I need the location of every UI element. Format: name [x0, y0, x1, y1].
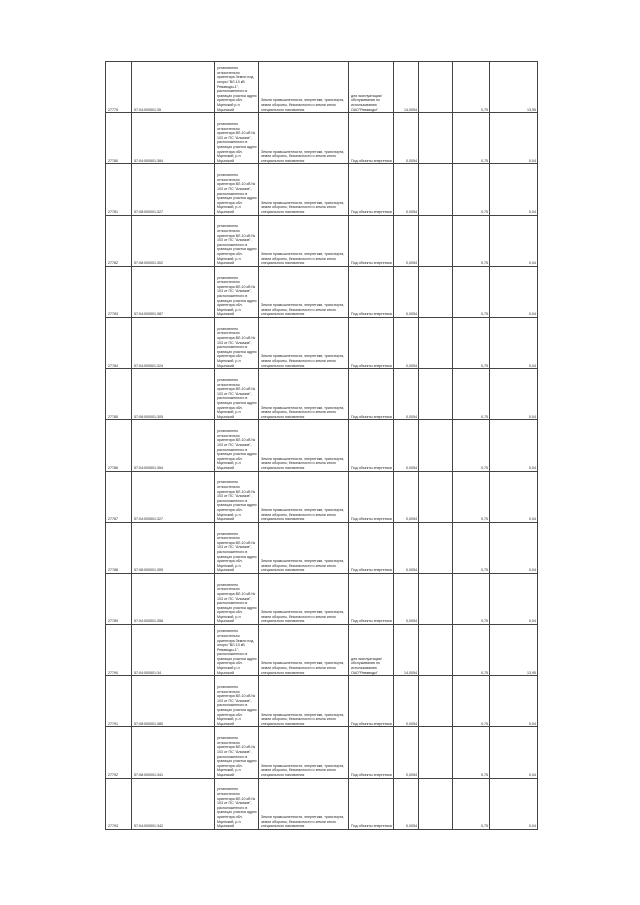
row-number: 27783 — [106, 266, 132, 317]
empty-cell — [419, 62, 453, 113]
permitted-use: Под объекты энергетики — [349, 164, 394, 215]
cadastral-number: 57:04:000501:34 — [132, 625, 215, 676]
table-row — [106, 522, 538, 573]
permitted-use: Под объекты энергетики — [349, 522, 394, 573]
table-row — [106, 369, 538, 420]
location-description: установлено относительно ориентира ВЛ-10 кВ № 103 от ПС "Алымов", расположенного в границах участка адрес ориентира обл. Мценский, р-н Мцынский — [215, 164, 259, 215]
tax-rate: 0,75 — [453, 676, 490, 727]
tax-sum: 0,04 — [490, 471, 538, 522]
row-number: 27782 — [106, 215, 132, 266]
tax-rate: 0,75 — [453, 420, 490, 471]
tax-rate: 0,75 — [453, 113, 490, 164]
land-category: Земли промышленности, энергетики, транспорта, земли обороны, безопасности и земли иного специального назначения — [259, 113, 349, 164]
empty-cell — [419, 522, 453, 573]
cadastral-value: 0,0054 — [394, 522, 419, 573]
land-category: Земли промышленности, энергетики, транспорта, земли обороны, безопасности и земли иного специального назначения — [259, 676, 349, 727]
permitted-use: для эксплуатации/обслуживания по использованию ОАО"Реваводы" — [349, 62, 394, 113]
empty-cell — [419, 573, 453, 624]
land-category: Земли промышленности, энергетики, транспорта, земли обороны, безопасности и земли иного специального назначения — [259, 522, 349, 573]
land-register-table — [105, 61, 538, 830]
location-description: установлено относительно ориентира Земли под опоры "ВЛ-10 кВ Реваводы-1", расположенного в границах участка адрес ориентира обл. Мценский р-н Мцынский — [215, 625, 259, 676]
table-row — [106, 778, 538, 829]
land-category: Земли промышленности, энергетики, транспорта, земли обороны, безопасности и земли иного специального назначения — [259, 215, 349, 266]
table-row — [106, 727, 538, 778]
cadastral-value: 0,0054 — [394, 727, 419, 778]
tax-sum: 13,95 — [490, 625, 538, 676]
land-category: Земли промышленности, энергетики, транспорта, земли обороны, безопасности и земли иного специального назначения — [259, 369, 349, 420]
row-number: 27788 — [106, 522, 132, 573]
row-number: 27793 — [106, 778, 132, 829]
land-category: Земли промышленности, энергетики, транспорта, земли обороны, безопасности и земли иного специального назначения — [259, 420, 349, 471]
location-description: установлено относительно ориентира ВЛ-10 кВ № 103 от ПС "Алымов", расположенного в границах участка адрес ориентира обл. Мценский, р-н Мцынский — [215, 369, 259, 420]
cadastral-value: 0,0054 — [394, 266, 419, 317]
tax-rate: 0,75 — [453, 317, 490, 368]
cadastral-value: 0,0054 — [394, 420, 419, 471]
location-description: установлено относительно ориентира ВЛ-10 кВ № 103 от ПС "Алымов", расположенного в границах участка адрес ориентира обл. Мценский, р-н Мцынский — [215, 471, 259, 522]
table-row — [106, 164, 538, 215]
tax-rate: 0,75 — [453, 625, 490, 676]
empty-cell — [419, 369, 453, 420]
land-category: Земли промышленности, энергетики, транспорта, земли обороны, безопасности и земли иного специального назначения — [259, 778, 349, 829]
cadastral-value: 0,0054 — [394, 113, 419, 164]
tax-rate: 0,75 — [453, 471, 490, 522]
location-description: установлено относительно ориентира ВЛ-10 кВ № 103 от ПС "Алымов", расположенного в границах участка адрес ориентира обл. Мценский, р-н Мцынский — [215, 778, 259, 829]
row-number: 27785 — [106, 369, 132, 420]
permitted-use: Под объекты энергетики — [349, 727, 394, 778]
row-number: 27780 — [106, 113, 132, 164]
tax-sum: 0,04 — [490, 266, 538, 317]
table-row — [106, 62, 538, 113]
land-category: Земли промышленности, энергетики, транспорта, земли обороны, безопасности и земли иного специального назначения — [259, 625, 349, 676]
location-description: установлено относительно ориентира ВЛ-10 кВ № 103 от ПС "Алымов", расположенного в границах участка адрес ориентира обл. Мценский, р-н Мцынский — [215, 573, 259, 624]
row-number: 27792 — [106, 727, 132, 778]
tax-sum: 0,04 — [490, 727, 538, 778]
table-row — [106, 317, 538, 368]
empty-cell — [419, 164, 453, 215]
empty-cell — [419, 317, 453, 368]
tax-rate: 0,75 — [453, 573, 490, 624]
permitted-use: Под объекты энергетики — [349, 113, 394, 164]
cadastral-number: 57:08:000001:341 — [132, 727, 215, 778]
permitted-use: Под объекты энергетики — [349, 369, 394, 420]
land-category: Земли промышленности, энергетики, транспорта, земли обороны, безопасности и земли иного специального назначения — [259, 164, 349, 215]
cadastral-value: 0,0054 — [394, 369, 419, 420]
table-row — [106, 215, 538, 266]
cadastral-number: 57:04:000501:324 — [132, 317, 215, 368]
empty-cell — [419, 778, 453, 829]
land-category: Земли промышленности, энергетики, транспорта, земли обороны, безопасности и земли иного специального назначения — [259, 317, 349, 368]
cadastral-number: 57:08:000001:305 — [132, 522, 215, 573]
cadastral-number: 57:04:000501:327 — [132, 471, 215, 522]
table-row — [106, 420, 538, 471]
tax-sum: 0,04 — [490, 369, 538, 420]
table-row — [106, 625, 538, 676]
row-number: 27779 — [106, 62, 132, 113]
permitted-use: для эксплуатации/обслуживания по использованию ОАО"Реваводы" — [349, 625, 394, 676]
cadastral-number: 57:04:000501:342 — [132, 778, 215, 829]
empty-cell — [419, 727, 453, 778]
tax-sum: 0,04 — [490, 778, 538, 829]
cadastral-number: 57:08:000001:327 — [132, 164, 215, 215]
table-row — [106, 471, 538, 522]
tax-rate: 0,75 — [453, 778, 490, 829]
land-category: Земли промышленности, энергетики, транспорта, земли обороны, безопасности и земли иного специального назначения — [259, 471, 349, 522]
permitted-use: Под объекты энергетики — [349, 420, 394, 471]
table-row — [106, 573, 538, 624]
tax-sum: 0,04 — [490, 215, 538, 266]
location-description: установлено относительно ориентира ВЛ-10 кВ № 103 от ПС "Алымов", расположенного в границах участка адрес ориентира обл. Мценский, р-н Мцынский — [215, 420, 259, 471]
land-category: Земли промышленности, энергетики, транспорта, земли обороны, безопасности и земли иного специального назначения — [259, 727, 349, 778]
cadastral-number: 57:04:000501:358 — [132, 573, 215, 624]
cadastral-value: 0,0054 — [394, 215, 419, 266]
table-row — [106, 113, 538, 164]
cadastral-number: 57:08:000001:305 — [132, 369, 215, 420]
permitted-use: Под объекты энергетики — [349, 266, 394, 317]
location-description: установлено относительно ориентира ВЛ-10 кВ № 103 от ПС "Алымов", расположенного в границах участка адрес ориентира обл. Мценский, р-н Мцынский — [215, 266, 259, 317]
tax-rate: 0,75 — [453, 215, 490, 266]
tax-rate: 0,75 — [453, 727, 490, 778]
cadastral-number: 57:08:000001:302 — [132, 215, 215, 266]
permitted-use: Под объекты энергетики — [349, 573, 394, 624]
row-number: 27790 — [106, 625, 132, 676]
tax-rate: 0,75 — [453, 62, 490, 113]
cadastral-value: 14,0054 — [394, 62, 419, 113]
land-category: Земли промышленности, энергетики, транспорта, земли обороны, безопасности и земли иного специального назначения — [259, 62, 349, 113]
row-number: 27784 — [106, 317, 132, 368]
table-row — [106, 266, 538, 317]
cadastral-number: 57:04:000501:354 — [132, 420, 215, 471]
tax-rate: 0,75 — [453, 369, 490, 420]
tax-sum: 0,04 — [490, 676, 538, 727]
cadastral-number: 57:04:000501:384 — [132, 113, 215, 164]
table-body — [106, 62, 538, 830]
location-description: установлено относительно ориентира ВЛ-10 кВ № 103 от ПС "Алымов", расположенного в границах участка адрес ориентира обл. Мценский, р-н Мцынский — [215, 317, 259, 368]
permitted-use: Под объекты энергетики — [349, 778, 394, 829]
location-description: установлено относительно ориентира ВЛ-10 кВ № 103 от ПС "Алымов", расположенного в границах участка адрес ориентира обл. Мценский, р-н Мцынский — [215, 676, 259, 727]
empty-cell — [419, 676, 453, 727]
cadastral-number: 57:04:000501:35 — [132, 62, 215, 113]
cadastral-number: 57:04:000501:387 — [132, 266, 215, 317]
tax-sum: 0,04 — [490, 113, 538, 164]
empty-cell — [419, 471, 453, 522]
location-description: установлено относительно ориентира ВЛ-10 кВ № 103 от ПС "Алымов", расположенного в границах участка адрес ориентира обл. Мценский, р-н Мцынский — [215, 215, 259, 266]
empty-cell — [419, 625, 453, 676]
tax-sum: 0,04 — [490, 573, 538, 624]
permitted-use: Под объекты энергетики — [349, 317, 394, 368]
tax-sum: 0,04 — [490, 420, 538, 471]
tax-sum: 0,04 — [490, 164, 538, 215]
tax-rate: 0,75 — [453, 522, 490, 573]
location-description: установлено относительно ориентира ВЛ-10 кВ № 103 от ПС "Алымов", расположенного в границах участка адрес ориентира обл. Мценский, р-н Мцынский — [215, 727, 259, 778]
cadastral-value: 0,0054 — [394, 573, 419, 624]
empty-cell — [419, 266, 453, 317]
tax-rate: 0,75 — [453, 164, 490, 215]
tax-sum: 0,04 — [490, 522, 538, 573]
empty-cell — [419, 420, 453, 471]
cadastral-number: 57:08:000001:380 — [132, 676, 215, 727]
permitted-use: Под объекты энергетики — [349, 471, 394, 522]
tax-sum: 0,04 — [490, 317, 538, 368]
location-description: установлено относительно ориентира Земли под опоры "ВЛ-10 кВ Реваводы-1", расположенного в границах участка адрес ориентира обл. Мценский р-н Мцынский — [215, 62, 259, 113]
empty-cell — [419, 215, 453, 266]
row-number: 27787 — [106, 471, 132, 522]
cadastral-value: 0,0054 — [394, 317, 419, 368]
cadastral-value: 0,0054 — [394, 676, 419, 727]
tax-sum: 13,95 — [490, 62, 538, 113]
empty-cell — [419, 113, 453, 164]
tax-rate: 0,75 — [453, 266, 490, 317]
table-row — [106, 676, 538, 727]
cadastral-value: 0,0054 — [394, 164, 419, 215]
location-description: установлено относительно ориентира ВЛ-10 кВ № 103 от ПС "Алымов", расположенного в границах участка адрес ориентира обл. Мценский, р-н Мцынский — [215, 113, 259, 164]
row-number: 27781 — [106, 164, 132, 215]
cadastral-value: 0,0054 — [394, 778, 419, 829]
row-number: 27791 — [106, 676, 132, 727]
row-number: 27789 — [106, 573, 132, 624]
cadastral-value: 14,0054 — [394, 625, 419, 676]
permitted-use: Под объекты энергетики — [349, 676, 394, 727]
cadastral-value: 0,0054 — [394, 471, 419, 522]
permitted-use: Под объекты энергетики — [349, 215, 394, 266]
row-number: 27786 — [106, 420, 132, 471]
land-category: Земли промышленности, энергетики, транспорта, земли обороны, безопасности и земли иного специального назначения — [259, 266, 349, 317]
land-category: Земли промышленности, энергетики, транспорта, земли обороны, безопасности и земли иного специального назначения — [259, 573, 349, 624]
location-description: установлено относительно ориентира ВЛ-10 кВ № 103 от ПС "Алымов", расположенного в границах участка адрес ориентира обл. Мценский, р-н Мцынский — [215, 522, 259, 573]
